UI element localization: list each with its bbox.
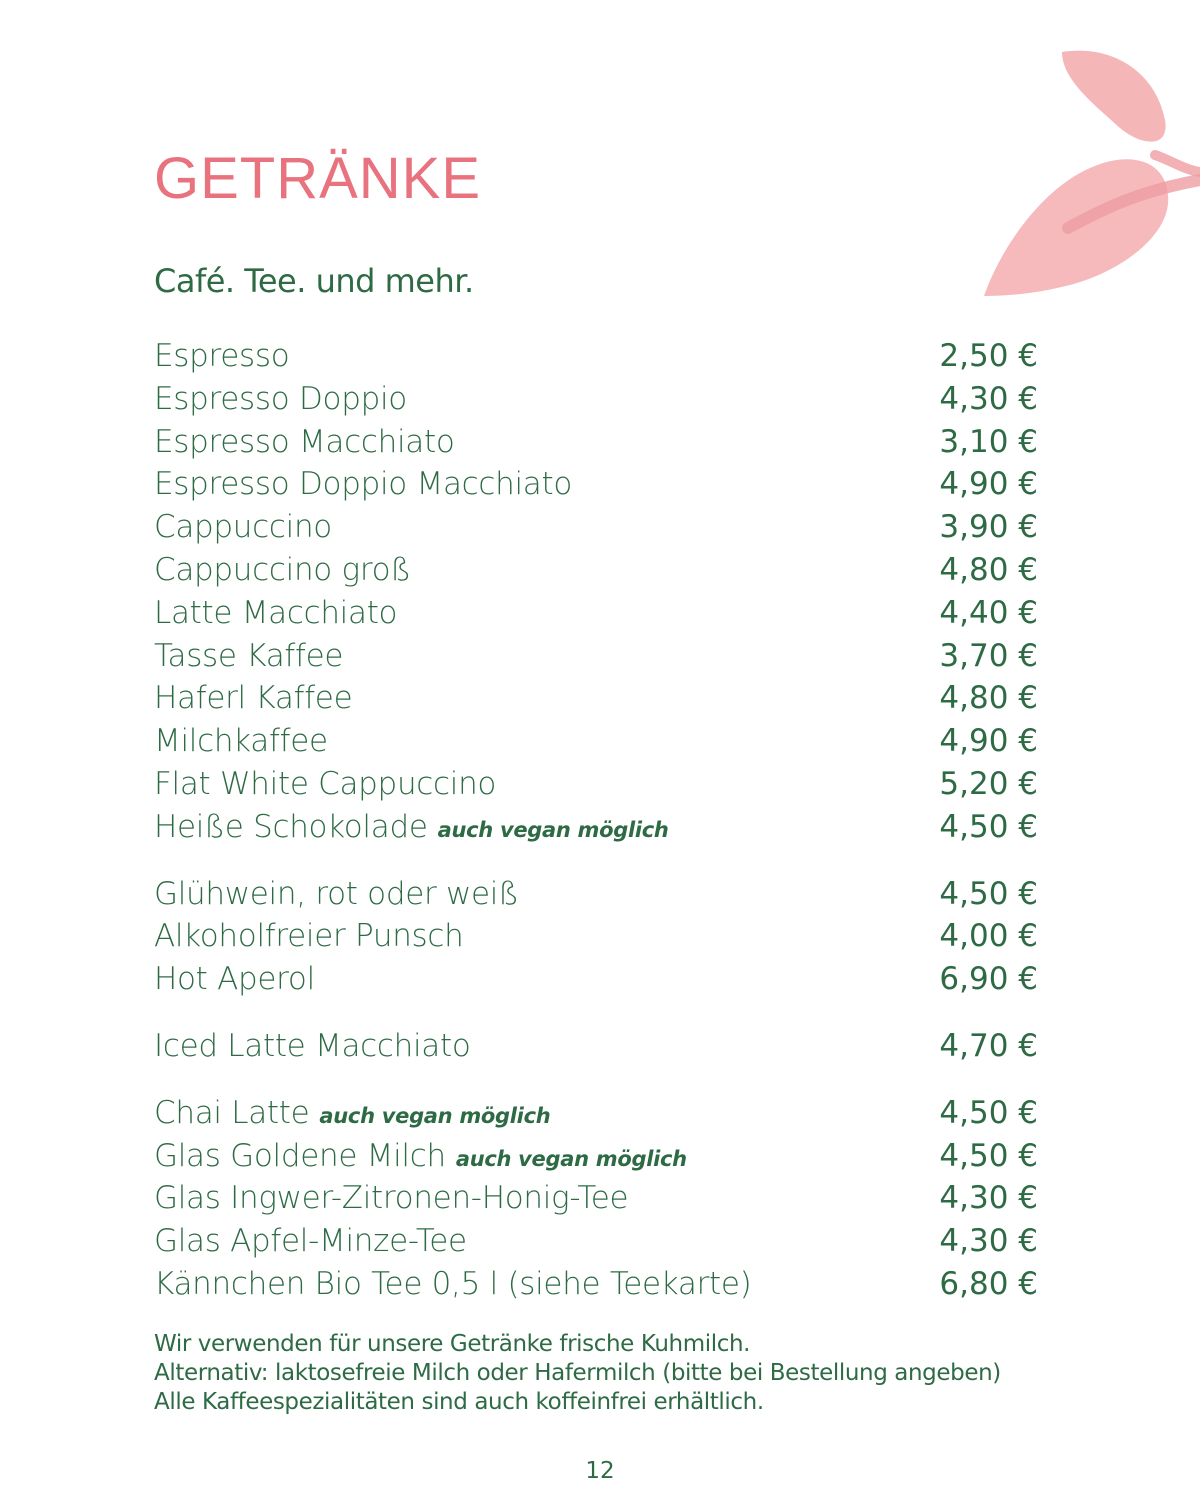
menu-item-label (154, 1220, 467, 1268)
menu-item-name: Glas Apfel-Minze-Tee (154, 1223, 467, 1260)
menu-group (154, 1092, 1044, 1306)
menu-item-price: 6,90 € (939, 961, 1038, 998)
menu-item-name: Glas Ingwer-Zitronen-Honig-Tee (154, 1180, 629, 1217)
menu-item (154, 592, 1044, 635)
footnote-line: Wir verwenden für unsere Getränke frische Kuhmilch. (154, 1331, 751, 1357)
menu-item-label (154, 806, 669, 854)
menu-item (154, 958, 1044, 1001)
menu-item-note: auch vegan möglich (319, 1103, 551, 1128)
menu-item-price: 4,50 € (939, 808, 1038, 845)
menu-item (154, 1092, 1044, 1135)
menu-item (154, 1263, 1044, 1306)
menu-item-price: 3,10 € (939, 423, 1038, 460)
menu-item-name: Heiße Schokolade (154, 808, 428, 845)
menu-item-name: Cappuccino groß (154, 551, 411, 588)
menu-item-name: Haferl Kaffee (154, 680, 353, 717)
menu-item-name: Glas Goldene Milch (154, 1137, 446, 1174)
menu-item-label (154, 720, 328, 768)
menu-item-note: auch vegan möglich (437, 817, 669, 842)
page-title: GETRÄNKE (154, 146, 482, 211)
menu-item-price: 6,80 € (939, 1265, 1038, 1302)
menu-item-name: Chai Latte (154, 1094, 310, 1131)
drinks-menu (154, 335, 1044, 1330)
menu-item-label (154, 549, 411, 597)
footnote (154, 1330, 1054, 1417)
menu-item-price: 4,90 € (939, 466, 1038, 503)
menu-item-label (154, 1263, 751, 1311)
menu-item (154, 763, 1044, 806)
menu-item (154, 1135, 1044, 1178)
menu-item-label (154, 763, 496, 811)
page-number: 12 (585, 1458, 615, 1484)
menu-item-name: Espresso Doppio Macchiato (154, 466, 573, 503)
menu-item (154, 1220, 1044, 1263)
menu-item (154, 463, 1044, 506)
menu-item (154, 421, 1044, 464)
menu-item-label (154, 1177, 628, 1225)
menu-item-price: 4,50 € (939, 1094, 1038, 1131)
menu-item-price: 4,50 € (939, 875, 1038, 912)
menu-item-name: Milchkaffee (154, 723, 328, 760)
menu-item-label (154, 1135, 687, 1183)
menu-group (154, 873, 1044, 1001)
footnote-line: Alle Kaffeespezialitäten sind auch koffeinfrei erhältlich. (154, 1389, 764, 1415)
menu-item (154, 378, 1044, 421)
menu-item-label (154, 506, 332, 554)
menu-item-name: Flat White Cappuccino (154, 765, 497, 802)
menu-item-price: 2,50 € (939, 338, 1038, 374)
menu-item-label (154, 421, 454, 469)
menu-group (154, 1025, 1044, 1068)
menu-item (154, 1025, 1044, 1068)
menu-item-name: Espresso Macchiato (154, 423, 455, 460)
menu-item-price: 5,20 € (939, 765, 1038, 802)
menu-item (154, 1177, 1044, 1220)
menu-item-name: Espresso (154, 338, 290, 374)
menu-item-price: 4,40 € (939, 594, 1038, 631)
menu-item-price: 3,90 € (939, 509, 1038, 546)
menu-item-name: Hot Aperol (154, 961, 315, 998)
menu-item (154, 549, 1044, 592)
menu-item-name: Latte Macchiato (154, 594, 398, 631)
menu-item (154, 335, 1044, 378)
menu-item (154, 635, 1044, 678)
leaf-icon (980, 0, 1200, 310)
menu-item-price: 4,70 € (939, 1027, 1038, 1064)
menu-item-price: 4,80 € (939, 680, 1038, 717)
menu-group (154, 335, 1044, 849)
menu-item (154, 506, 1044, 549)
menu-item-price: 4,80 € (939, 551, 1038, 588)
menu-item-price: 4,30 € (939, 380, 1038, 417)
menu-item-price: 4,90 € (939, 723, 1038, 760)
menu-item-price: 4,00 € (939, 918, 1038, 955)
menu-item (154, 806, 1044, 849)
menu-item-label (154, 915, 463, 963)
menu-item-name: Iced Latte Macchiato (154, 1027, 471, 1064)
menu-item-note: auch vegan möglich (455, 1146, 687, 1171)
menu-item-label (154, 873, 519, 921)
menu-item-name: Alkoholfreier Punsch (154, 918, 464, 955)
menu-item-name: Glühwein, rot oder weiß (154, 875, 519, 912)
menu-item-label (154, 677, 352, 725)
menu-item-label (154, 335, 289, 383)
menu-item-label (154, 958, 315, 1006)
menu-item-name: Tasse Kaffee (154, 637, 344, 674)
menu-item-label (154, 592, 397, 640)
menu-item-name: Espresso Doppio (154, 380, 407, 417)
menu-item (154, 720, 1044, 763)
menu-item-label (154, 378, 407, 426)
menu-item (154, 873, 1044, 916)
menu-item (154, 677, 1044, 720)
footnote-line: Alternativ: laktosefreie Milch oder Hafermilch (bitte bei Bestellung angeben) (154, 1360, 1001, 1386)
section-subtitle: Café. Tee. und mehr. (154, 262, 474, 300)
menu-item-price: 4,30 € (939, 1223, 1038, 1260)
menu-item-price: 4,50 € (939, 1137, 1038, 1174)
menu-item-name: Cappuccino (154, 509, 332, 546)
menu-item-label (154, 635, 343, 683)
menu-item-name: Kännchen Bio Tee 0,5 l (siehe Teekarte) (154, 1265, 752, 1302)
menu-item-price: 4,30 € (939, 1180, 1038, 1217)
menu-item-label (154, 463, 572, 511)
menu-item (154, 915, 1044, 958)
menu-item-label (154, 1025, 471, 1073)
menu-item-label (154, 1092, 550, 1140)
menu-item-price: 3,70 € (939, 637, 1038, 674)
